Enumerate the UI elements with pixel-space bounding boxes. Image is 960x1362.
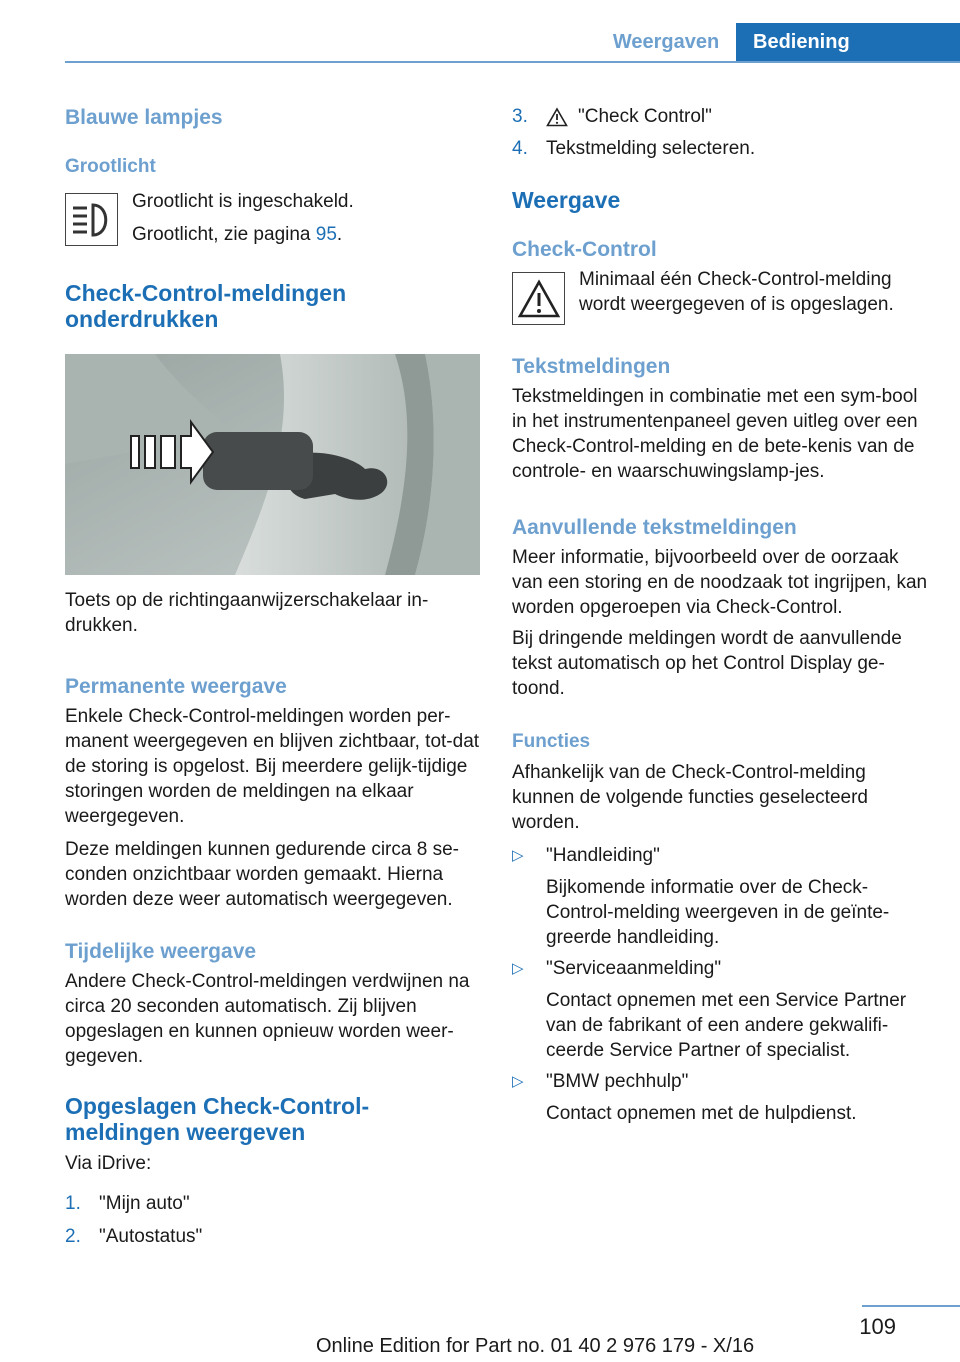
- right-column: [512, 100, 928, 1126]
- step-text: "Check Control": [578, 106, 712, 127]
- opgeslagen-title-line-1: Opgeslagen Check-Control-: [65, 1093, 370, 1119]
- section-title-cc-onderdrukken: [65, 280, 480, 332]
- grootlicht-ref-end: .: [336, 224, 343, 245]
- check-control-line-2: wordt weergegeven of is opgeslagen.: [579, 294, 894, 315]
- grootlicht-ref-text: Grootlicht, zie pagina: [132, 224, 316, 245]
- header-tab-bediening[interactable]: Bediening: [736, 23, 960, 61]
- steps-list-left: [65, 1191, 480, 1249]
- edition-text: Online Edition for Part no. 01 40 2 976 179 - X/16: [316, 1335, 755, 1357]
- grootlicht-text: [132, 188, 354, 247]
- high-beam-icon: [65, 193, 118, 246]
- permanente-weergave-text-2: Deze meldingen kunnen gedurende circa 8 se-conden onzichtbaar worden gemaakt. Hierna worden deze weer automatisch weergegeven.: [65, 839, 459, 910]
- step-text: "Autostatus": [99, 1226, 203, 1247]
- list-item: [65, 1191, 480, 1216]
- steps-list-right: [512, 104, 928, 161]
- section-title-opgeslagen: [65, 1093, 480, 1145]
- subsection-title-functies: Functies: [512, 731, 591, 752]
- section-title-tekstmeldingen: Tekstmeldingen: [512, 355, 671, 378]
- grootlicht-line-1: Grootlicht is ingeschakeld.: [132, 191, 354, 212]
- section-title-weergave: Weergave: [512, 187, 621, 213]
- check-control-line-1: Minimaal één Check-Control-melding: [579, 269, 892, 290]
- grootlicht-line-2: [132, 222, 354, 247]
- list-item: [512, 956, 928, 1063]
- bullet-title: "Handleiding": [546, 845, 660, 866]
- tekstmeldingen-text: Tekstmeldingen in combinatie met een sym-bool in het instrumentenpaneel geven uitleg over een Check-Control-melding en de bete-kenis van de controle- en waarschuwingslamp-jes.: [512, 386, 918, 482]
- step-number: 1.: [65, 1193, 81, 1214]
- step-text: Tekstmelding selecteren.: [546, 138, 756, 159]
- warning-triangle-small-icon: [546, 104, 568, 129]
- subsection-title-grootlicht: Grootlicht: [65, 156, 156, 177]
- bullet-desc: Bijkomende informatie over de Check-Control-melding weergeven in de geïnte-greerde handleiding.: [546, 877, 890, 948]
- bullet-desc: Contact opnemen met de hulpdienst.: [546, 1103, 857, 1124]
- functies-bullets: [512, 843, 928, 1126]
- via-idrive-text: Via iDrive:: [65, 1153, 152, 1174]
- section-title-permanente-weergave: Permanente weergave: [65, 675, 287, 698]
- list-item: [512, 1069, 928, 1126]
- bullet-triangle-icon: ▷: [512, 1073, 524, 1090]
- step-text: "Mijn auto": [99, 1193, 190, 1214]
- turn-signal-lever-photo: [65, 354, 480, 575]
- section-title-blauwe-lampjes: Blauwe lampjes: [65, 106, 223, 129]
- toets-text: Toets op de richtingaanwijzerschakelaar in-drukken.: [65, 590, 429, 636]
- functies-text: Afhankelijk van de Check-Control-melding kunnen de volgende functies geselecteerd worden.: [512, 762, 868, 833]
- step-number: 2.: [65, 1226, 81, 1247]
- bullet-triangle-icon: ▷: [512, 960, 524, 977]
- cc-onderdrukken-title-line-1: Check-Control-meldingen: [65, 280, 347, 306]
- list-item: [65, 1224, 480, 1249]
- warning-triangle-icon: [512, 272, 565, 325]
- page-link-95[interactable]: 95: [315, 224, 337, 245]
- bullet-title: "BMW pechhulp": [546, 1071, 689, 1092]
- aanvullende-text-2: Bij dringende meldingen wordt de aanvullende tekst automatisch op het Control Display ge-toond.: [512, 628, 902, 699]
- aanvullende-text-1: Meer informatie, bijvoorbeeld over de oorzaak van een storing en de noodzaak tot ingrijpen, kan worden opgeroepen via Check-Control.: [512, 547, 928, 618]
- check-control-row: [512, 267, 928, 325]
- section-title-aanvullende: Aanvullende tekstmeldingen: [512, 516, 797, 539]
- step-number: 3.: [512, 106, 528, 127]
- bullet-triangle-icon: ▷: [512, 847, 524, 864]
- subsection-title-check-control: Check-Control: [512, 238, 657, 261]
- bullet-desc: Contact opnemen met een Service Partner van de fabrikant of een andere gekwalifi-ceerde Service Partner of specialist.: [546, 990, 907, 1061]
- grootlicht-row: [65, 188, 480, 247]
- cc-onderdrukken-title-line-2: onderdrukken: [65, 306, 219, 332]
- permanente-weergave-text-1: Enkele Check-Control-meldingen worden per-manent weergegeven en blijven zichtbaar, tot-dat de storing is opgelost. Bij meerdere gelijk-tijdige storingen worden de meldingen na elkaar weergegeven.: [65, 706, 480, 827]
- left-column: [65, 100, 480, 1249]
- step-number: 4.: [512, 138, 528, 159]
- header-tab-weergaven[interactable]: Weergaven: [612, 30, 720, 53]
- footer-rule: [862, 1305, 960, 1307]
- tijdelijke-weergave-text: Andere Check-Control-meldingen verdwijnen na circa 20 seconden automatisch. Zij blijven opgeslagen en kunnen opnieuw worden weer-gegeven.: [65, 971, 470, 1067]
- header-rule: [65, 61, 960, 63]
- bullet-title: "Serviceaanmelding": [546, 958, 722, 979]
- check-control-text: [579, 267, 894, 317]
- page-number: 109: [859, 1314, 896, 1339]
- section-title-tijdelijke-weergave: Tijdelijke weergave: [65, 940, 257, 963]
- list-item: [512, 104, 928, 129]
- list-item: [512, 136, 928, 161]
- opgeslagen-title-line-2: meldingen weergeven: [65, 1119, 306, 1145]
- list-item: [512, 843, 928, 950]
